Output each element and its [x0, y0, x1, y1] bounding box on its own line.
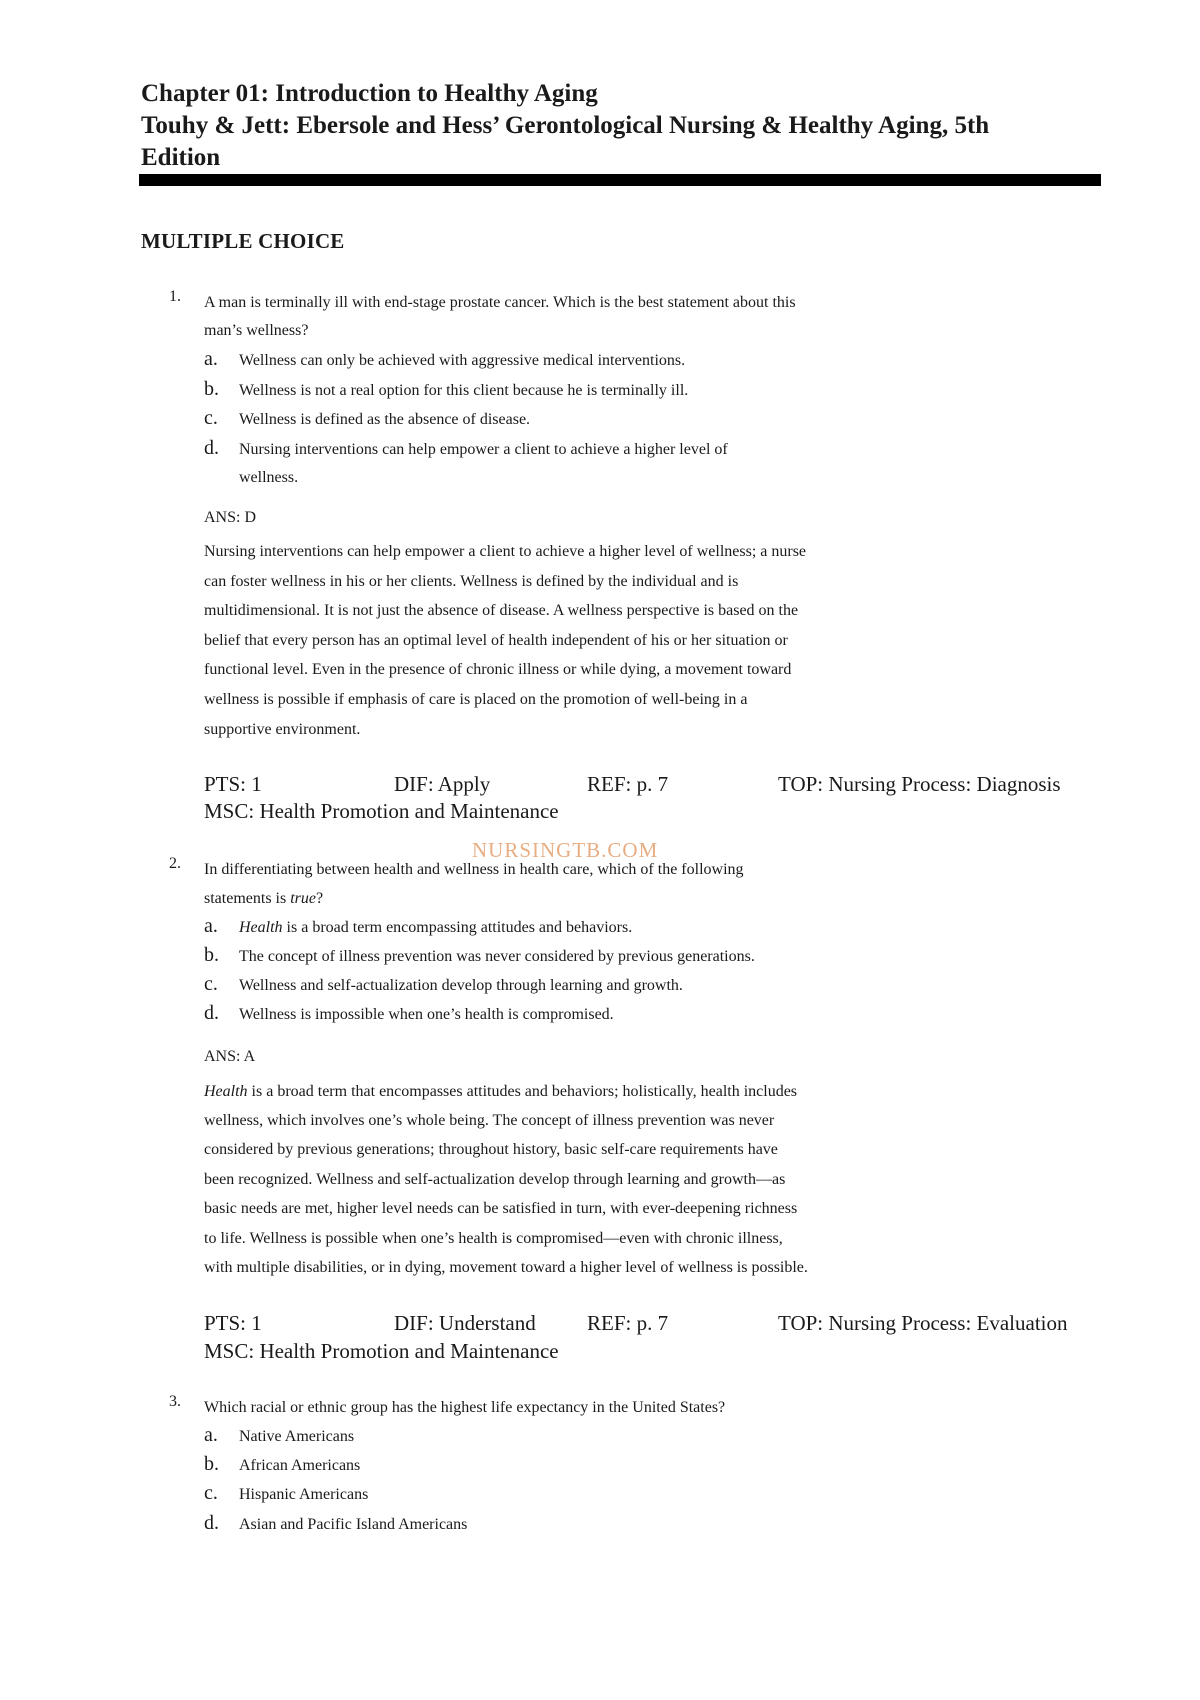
option-letter: a. [204, 915, 218, 937]
option-letter: d. [204, 437, 219, 459]
rationale-line: Nursing interventions can help empower a client to achieve a higher level of wellness; a nurse [204, 543, 807, 560]
rationale-line: supportive environment. [204, 721, 361, 738]
question-number: 2. [169, 855, 181, 872]
topic: TOP: Nursing Process: Evaluation [778, 1311, 1068, 1335]
question-number: 1. [169, 288, 181, 305]
rationale-line: considered by previous generations; throughout history, basic self-care requirements have [204, 1141, 778, 1158]
book-title-line-1: Touhy & Jett: Ebersole and Hess’ Gerontological Nursing & Healthy Aging, 5th [141, 112, 990, 139]
book-title-line-2: Edition [141, 144, 221, 171]
option-text: wellness. [239, 469, 299, 486]
option-text: Wellness is defined as the absence of disease. [239, 411, 531, 428]
reference: REF: p. 7 [587, 772, 669, 796]
option-text: African Americans [239, 1457, 361, 1474]
option-letter: a. [204, 1424, 218, 1446]
question-number: 3. [169, 1393, 181, 1410]
answer-key: ANS: A [204, 1048, 256, 1065]
option-text: Nursing interventions can help empower a client to achieve a higher level of [239, 441, 728, 458]
option-text: The concept of illness prevention was never considered by previous generations. [239, 948, 755, 965]
msc-category: MSC: Health Promotion and Maintenance [204, 799, 559, 823]
rationale-line [204, 1077, 1104, 1107]
points: PTS: 1 [204, 772, 262, 796]
option-text: Wellness is impossible when one’s health is compromised. [239, 1006, 614, 1023]
stem-italic-word: true [290, 890, 316, 907]
option-letter: c. [204, 407, 218, 429]
option-text: Wellness and self-actualization develop through learning and growth. [239, 977, 683, 994]
rationale-line: wellness is possible if emphasis of care is placed on the promotion of well-being in a [204, 691, 748, 708]
rationale-line: functional level. Even in the presence of chronic illness or while dying, a movement toward [204, 661, 792, 678]
option-letter: c. [204, 1482, 218, 1504]
question-stem-line: man’s wellness? [204, 322, 309, 339]
stem-text: statements is [204, 890, 291, 907]
watermark: NURSINGTB.COM [472, 838, 659, 862]
option-italic-lead: Health [239, 919, 283, 936]
option-text: Hispanic Americans [239, 1486, 369, 1503]
document-header [141, 78, 1101, 174]
rationale-line: wellness, which involves one’s whole being. The concept of illness prevention was never [204, 1112, 775, 1129]
option-text-rest: is a broad term encompassing attitudes and behaviors. [282, 919, 633, 936]
option-letter: d. [204, 1002, 219, 1024]
option-letter: b. [204, 1453, 219, 1475]
header-rule [139, 174, 1101, 186]
option-text [239, 913, 1009, 942]
rationale-text: is a broad term that encompasses attitudes and behaviors; holistically, health includes [247, 1083, 798, 1100]
rationale-line: can foster wellness in his or her clients. Wellness is defined by the individual and is [204, 573, 739, 590]
option-text: Native Americans [239, 1428, 355, 1445]
option-text: Asian and Pacific Island Americans [239, 1516, 468, 1533]
option-letter: b. [204, 944, 219, 966]
question-stem-line: In differentiating between health and wellness in health care, which of the following [204, 861, 744, 878]
rationale-line: basic needs are met, higher level needs can be satisfied in turn, with ever-deepening richness [204, 1200, 798, 1217]
rationale-line: been recognized. Wellness and self-actualization develop through learning and growth—as [204, 1171, 786, 1188]
section-title: MULTIPLE CHOICE [141, 229, 345, 253]
rationale-line: with multiple disabilities, or in dying, movement toward a higher level of wellness is possible. [204, 1259, 808, 1276]
option-text: Wellness can only be achieved with aggressive medical interventions. [239, 352, 686, 369]
msc-category: MSC: Health Promotion and Maintenance [204, 1339, 559, 1363]
reference: REF: p. 7 [587, 1311, 669, 1335]
option-letter: a. [204, 348, 218, 370]
points: PTS: 1 [204, 1311, 262, 1335]
option-letter: d. [204, 1512, 219, 1534]
option-text: Wellness is not a real option for this client because he is terminally ill. [239, 382, 689, 399]
difficulty: DIF: Understand [394, 1311, 536, 1335]
rationale-line: belief that every person has an optimal level of health independent of his or her situation or [204, 632, 788, 649]
question-stem-line [204, 884, 1104, 913]
question-stem-line: A man is terminally ill with end-stage prostate cancer. Which is the best statement about this [204, 294, 796, 311]
topic: TOP: Nursing Process: Diagnosis [778, 772, 1061, 796]
rationale-line: multidimensional. It is not just the absence of disease. A wellness perspective is based on the [204, 602, 799, 619]
option-letter: b. [204, 378, 219, 400]
question-stem-line: Which racial or ethnic group has the highest life expectancy in the United States? [204, 1399, 726, 1416]
rationale-italic-lead: Health [204, 1083, 248, 1100]
rationale-line: to life. Wellness is possible when one’s health is compromised—even with chronic illness, [204, 1230, 783, 1247]
stem-end: ? [316, 890, 324, 907]
chapter-title: Chapter 01: Introduction to Healthy Aging [141, 80, 598, 107]
option-letter: c. [204, 973, 218, 995]
difficulty: DIF: Apply [394, 772, 491, 796]
answer-key: ANS: D [204, 509, 257, 526]
